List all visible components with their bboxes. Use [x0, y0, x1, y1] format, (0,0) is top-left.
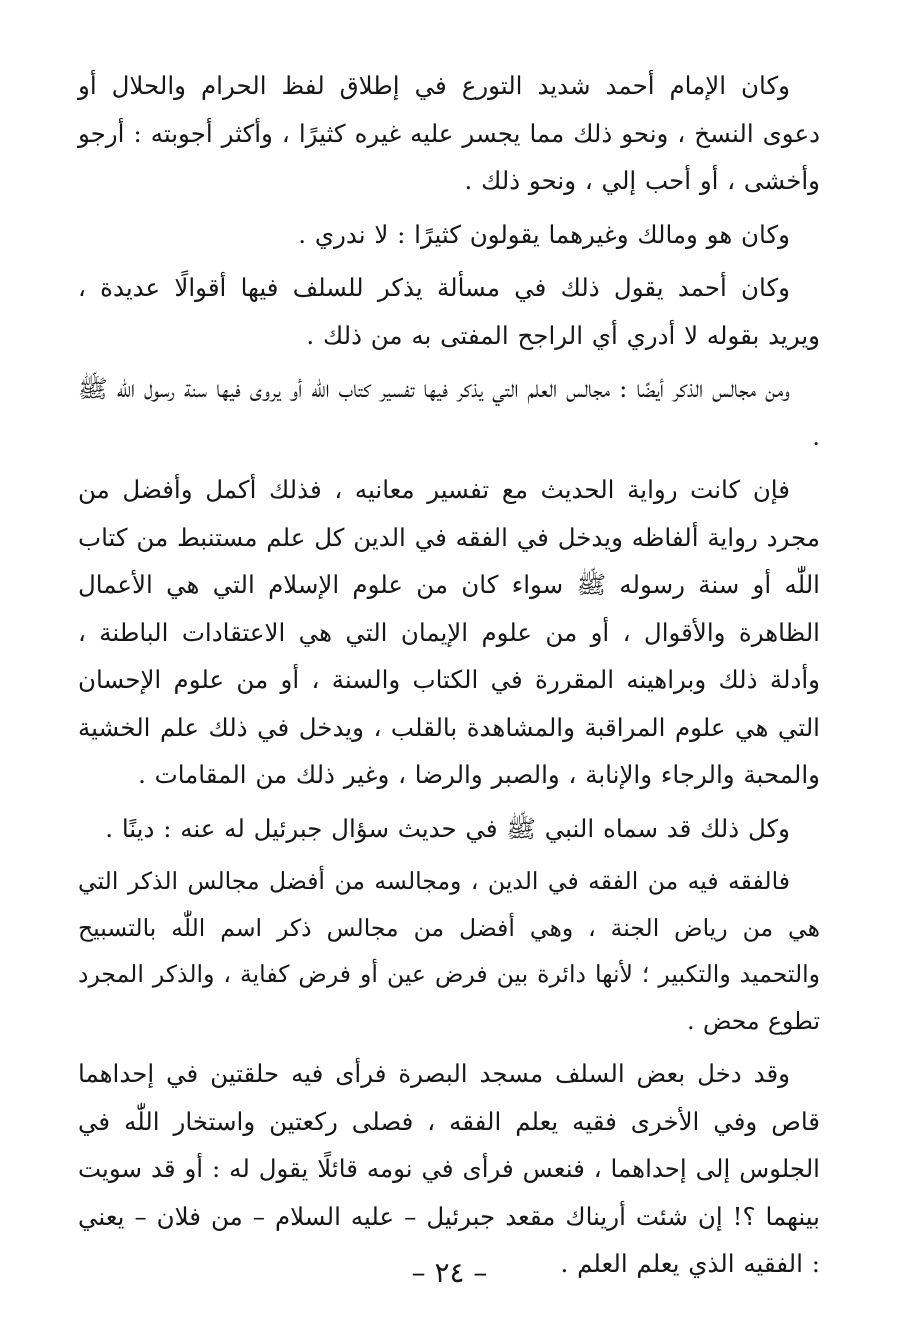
page-body-text	[78, 62, 820, 1294]
paragraph-8: وقد دخل بعض السلف مسجد البصرة فرأى فيه حلقتين في إحداهما قاص وفي الأخرى فقيه يعلم الفقه ، فصلى ركعتين واستخار اللّٰه في الجلوس إلى إحداهما ، فنعس فرأى في نومه قائلًا يقول له : أو قد سويت بينهما ؟! إن شئت أريناك مقعد جبرئيل – عليه السلام – من فلان – يعني : الفقيه الذي يعلم العلم .	[78, 1059, 820, 1278]
paragraph-4: ومن مجالس الذكر أيضًا : مجالس العلم التي يذكر فيها تفسير كتاب اللّٰه أو يروى فيها سنة رسول اللّٰه ﷺ .	[78, 374, 820, 451]
page-number: – ٢٤ –	[411, 1256, 488, 1289]
paragraph-5: فإن كانت رواية الحديث مع تفسير معانيه ، فذلك أكمل وأفضل من مجرد رواية ألفاظه ويدخل في الفقه في الدين كل علم مستنبط من كتاب اللّٰه أو سنة رسوله ﷺ سواء كان من علوم الإسلام التي هي الأعمال الظاهرة والأقوال ، أو من علوم الإيمان التي هي الاعتقادات الباطنة ، وأدلة ذلك وبراهينه المقررة في الكتاب والسنة ، أو من علوم الإحسان التي هي علوم المراقبة والمشاهدة بالقلب ، ويدخل في ذلك علم الخشية والمحبة والرجاء والإنابة ، والصبر والرضا ، وغير ذلك من المقامات .	[78, 475, 820, 789]
paragraph-6: وكل ذلك قد سماه النبي ﷺ في حديث سؤال جبرئيل له عنه : دينًا .	[105, 813, 790, 843]
paragraph-3: وكان أحمد يقول ذلك في مسألة يذكر للسلف فيها أقوالًا عديدة ، ويريد بقوله لا أدري أي الراجح المفتى به من ذلك .	[78, 273, 820, 350]
paragraph-1: وكان الإمام أحمد شديد التورع في إطلاق لفظ الحرام والحلال أو دعوى النسخ ، ونحو ذلك مما يجسر عليه غيره كثيرًا ، وأكثر أجوبته : أرجو وأخشى ، أو أحب إلي ، ونحو ذلك .	[78, 71, 820, 195]
paragraph-2: وكان هو ومالك وغيرهما يقولون كثيرًا : لا ندري .	[298, 219, 790, 249]
paragraph-7: فالفقه فيه من الفقه في الدين ، ومجالسه من أفضل مجالس الذكر التي هي من رياض الجنة ، وهي أفضل من مجالس ذكر اسم اللّٰه بالتسبيح والتحميد والتكبير ؛ لأنها دائرة بين فرض عين أو فرض كفاية ، والذكر المجرد تطوع محض .	[78, 867, 820, 1035]
